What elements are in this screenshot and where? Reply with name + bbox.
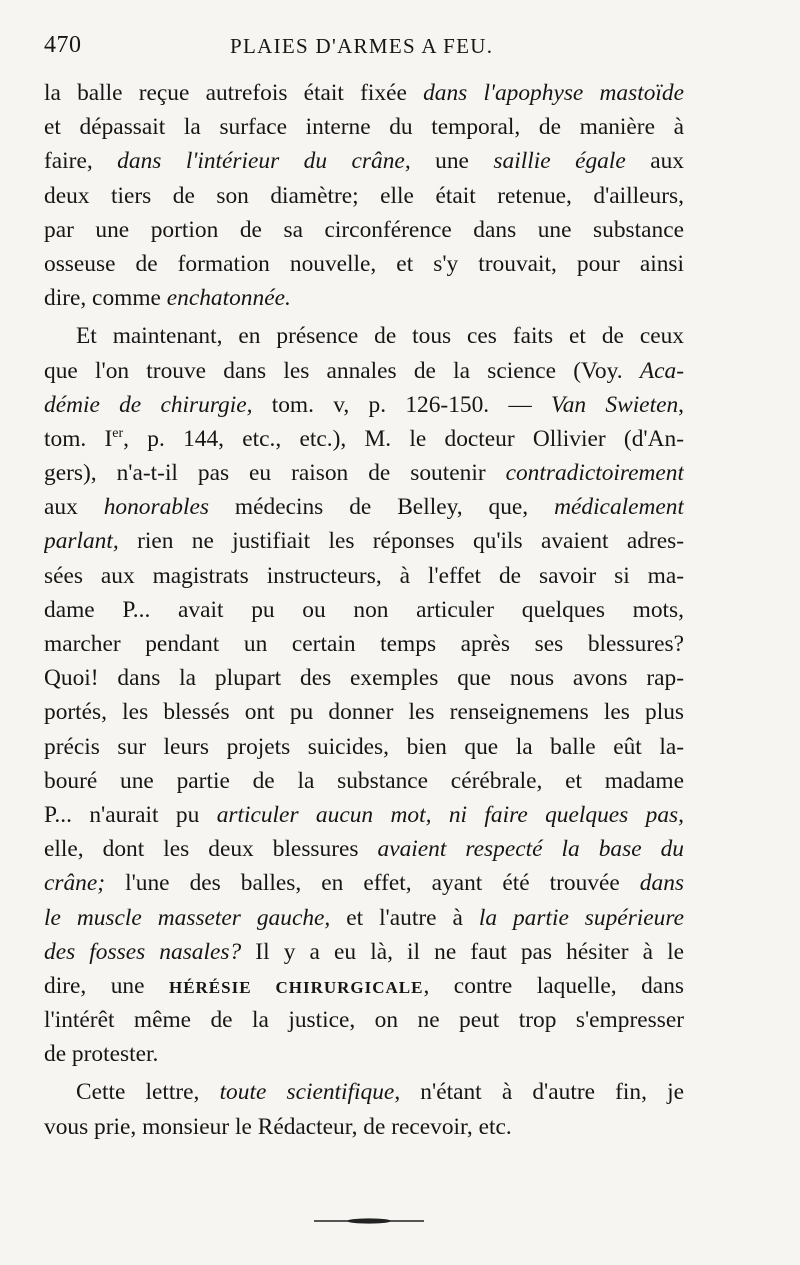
text-segment: la balle reçue autrefois était fixée (44, 80, 424, 106)
text-segment: HÉRÉSIE CHIRURGICALE (168, 977, 424, 997)
page-header (44, 28, 704, 68)
text-line (44, 661, 684, 695)
text-line (44, 969, 684, 1003)
text-line (44, 1037, 684, 1071)
text-segment: , (678, 391, 684, 418)
text-line (44, 1003, 684, 1037)
text-segment: aux (625, 148, 684, 175)
text-segment: Van Swieten (551, 391, 679, 418)
text-segment: vous prie, monsieur le Rédacteur, de recevoir, etc. (44, 1113, 512, 1140)
text-segment: l'intérêt même de la justice, on ne peut trop s'empresser (44, 1007, 684, 1034)
text-segment: marcher pendant un certain temps après ses blessures? (44, 631, 684, 657)
text-segment: deux tiers de son diamètre; elle était retenue, d'ailleurs, (44, 182, 684, 209)
text-segment: faire, (44, 148, 118, 175)
text-line (44, 179, 684, 213)
text-segment: , p. 144, etc., etc.), M. le docteur Ollivier (d'An- (123, 425, 684, 452)
text-line (44, 319, 684, 353)
text-segment: tom. v, p. 126-150. — (252, 391, 552, 418)
text-line (44, 456, 684, 490)
text-segment: le muscle masseter gauche, (44, 904, 331, 931)
text-segment: elle, dont les deux blessures (44, 836, 378, 863)
text-line (44, 1075, 684, 1109)
text-segment: parlant, (44, 528, 119, 555)
text-segment: osseuse de formation nouvelle, et s'y trouvait, pour ainsi (44, 250, 684, 277)
text-segment: contradictoirement (505, 460, 684, 487)
text-segment: saillie égale (493, 148, 626, 175)
text-line (44, 144, 684, 178)
text-segment: dire, une (44, 972, 169, 999)
text-line (44, 422, 684, 456)
text-line (44, 247, 684, 281)
text-segment: aux (44, 494, 104, 521)
text-segment: dans l'apophyse mastoïde (423, 80, 684, 106)
text-segment: démie de chirurgie, (44, 391, 253, 418)
text-segment: Il y a eu là, il ne faut pas hésiter à le (241, 938, 684, 965)
text-line (44, 388, 684, 422)
text-line (44, 76, 684, 110)
running-head: PLAIES D'ARMES A FEU. (230, 34, 494, 58)
text-segment: de protester. (44, 1041, 159, 1068)
text-line (44, 524, 684, 558)
text-line (44, 627, 684, 661)
text-segment: et l'autre à (330, 904, 479, 931)
text-segment: honorables (103, 494, 209, 521)
text-line (44, 764, 684, 798)
text-line (44, 281, 684, 315)
text-segment: la partie supérieure (478, 904, 684, 931)
text-line (44, 354, 684, 388)
text-segment: l'une des balles, en effet, ayant été trouvée (105, 870, 640, 897)
text-segment: Cette lettre, (76, 1079, 220, 1106)
text-segment: , contre laquelle, dans (423, 972, 684, 999)
text-line (44, 866, 684, 900)
text-line (44, 593, 684, 627)
text-segment: articuler aucun mot, ni faire quelques pas, (216, 801, 684, 828)
text-segment: er (112, 426, 124, 442)
text-segment: portés, les blessés ont pu donner les renseignemens les plus (44, 699, 684, 726)
text-line (44, 559, 684, 593)
text-line (44, 832, 684, 866)
text-line (44, 110, 684, 144)
text-line (44, 213, 684, 247)
text-segment: Et maintenant, en présence de tous ces faits et de ceux (76, 323, 684, 350)
text-segment: dans (639, 870, 684, 897)
text-segment: des fosses nasales? (44, 938, 242, 965)
text-line (44, 1110, 684, 1144)
text-segment: médecins de Belley, que, (208, 494, 555, 521)
text-segment: rien ne justifiait les réponses qu'ils avaient adres- (118, 528, 684, 555)
page-number: 470 (44, 32, 82, 58)
text-segment: P... n'aurait pu (44, 801, 217, 828)
text-segment: Aca- (639, 357, 684, 384)
text-line (44, 695, 684, 729)
text-segment: toute scientifique (219, 1079, 395, 1106)
text-segment: gers), n'a-t-il pas eu raison de soutenir (44, 460, 506, 487)
text-segment: médicalement (554, 494, 684, 521)
text-line (44, 901, 684, 935)
text-segment: avaient respecté la base du (377, 836, 684, 863)
text-segment: , n'étant à d'autre fin, je (394, 1079, 684, 1106)
body-text (44, 76, 684, 1144)
text-segment: bouré une partie de la substance cérébrale, et madame (44, 767, 684, 794)
text-segment: dame P... avait pu ou non articuler quelques mots, (44, 596, 684, 623)
text-segment: Quoi! dans la plupart des exemples que nous avons rap- (44, 665, 684, 692)
text-segment: dire, comme (44, 285, 167, 312)
text-segment: par une portion de sa circonférence dans une substance (44, 216, 684, 243)
end-ornament (314, 1218, 424, 1224)
text-segment: dans l'intérieur du crâne, (117, 148, 411, 175)
text-segment: précis sur leurs projets suicides, bien que la balle eût la- (44, 733, 684, 760)
text-segment: sées aux magistrats instructeurs, à l'effet de savoir si ma- (44, 562, 684, 589)
text-line (44, 798, 684, 832)
text-line (44, 730, 684, 764)
text-line (44, 935, 684, 969)
text-segment: une (410, 148, 494, 175)
text-segment: que l'on trouve dans les annales de la science (Voy. (44, 357, 640, 384)
text-segment: tom. I (44, 425, 113, 452)
text-segment: crâne; (44, 870, 106, 897)
text-segment: et dépassait la surface interne du temporal, de manière à (44, 114, 684, 141)
text-segment: enchatonnée. (166, 285, 291, 312)
text-line (44, 490, 684, 524)
